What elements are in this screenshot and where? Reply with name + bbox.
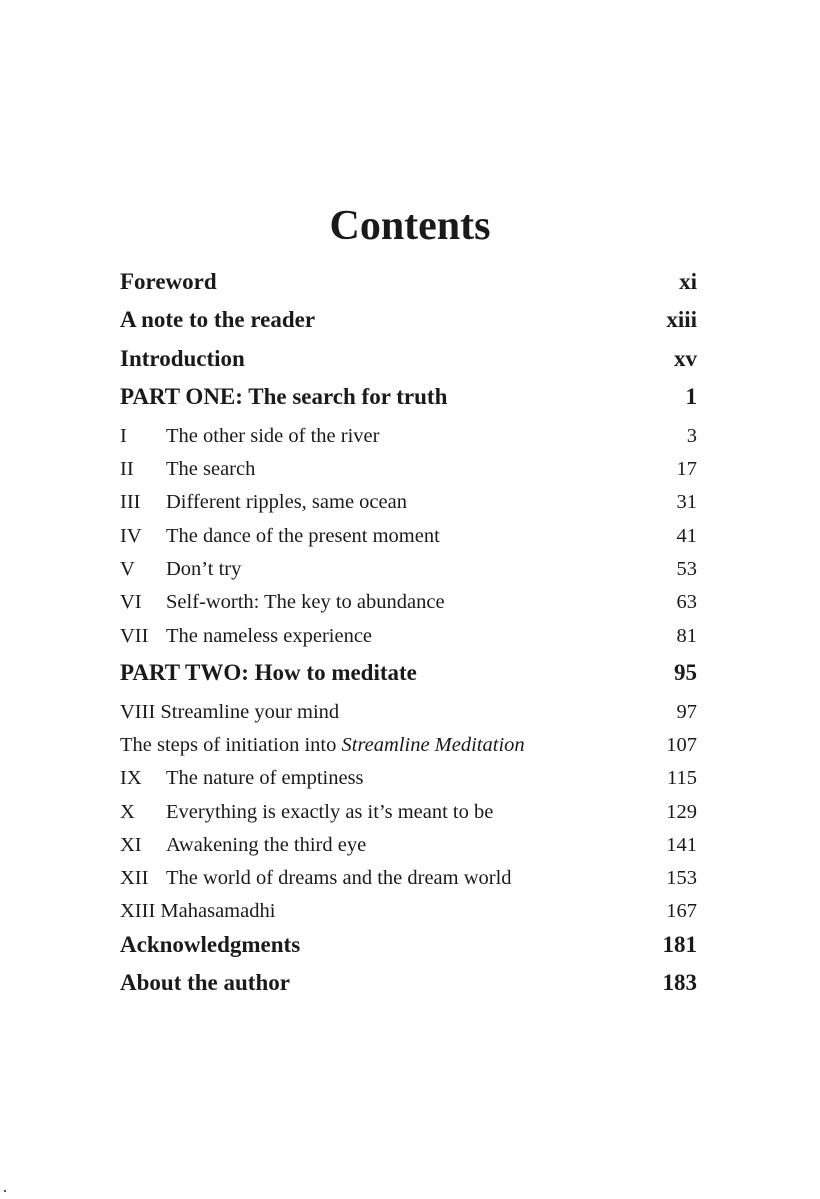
scan-speck (4, 1190, 6, 1192)
toc-chapter-entry[interactable] (120, 695, 697, 729)
toc-entry-label: Acknowledgments (120, 932, 301, 957)
toc-entry-page: 63 (676, 590, 697, 613)
toc-chapter-entry[interactable] (120, 519, 697, 553)
toc-entry-label: XIII Mahasamadhi (120, 899, 276, 922)
chapter-number: I (120, 424, 127, 447)
toc-entry-label: The world of dreams and the dream world (166, 866, 512, 889)
toc-entry-page: 31 (676, 490, 697, 513)
toc-entry-label: The dance of the present moment (166, 524, 440, 547)
toc-entry-label: The nature of emptiness (166, 766, 364, 789)
toc-entry-label: VIII Streamline your mind (120, 700, 340, 723)
toc-entry-page: 97 (676, 700, 697, 723)
toc-entry-label: Foreword (120, 269, 217, 294)
chapter-number: II (120, 457, 134, 480)
toc-entry-page: 41 (676, 524, 697, 547)
toc-entry-label: The other side of the river (166, 424, 380, 447)
toc-chapter-entry[interactable] (120, 552, 697, 586)
chapter-number: X (120, 800, 135, 823)
toc-chapter-entry[interactable] (120, 761, 697, 795)
toc-entry-page: xv (674, 346, 697, 371)
toc-entry-page: 1 (685, 384, 697, 409)
chapter-number: XI (120, 833, 142, 856)
toc-entry-page: 181 (662, 932, 697, 957)
toc-entry-acknowledgments[interactable] (120, 928, 697, 962)
toc-entry-label: Different ripples, same ocean (166, 490, 407, 513)
toc-entry-page: 3 (686, 424, 697, 447)
toc-entry-label: Don’t try (166, 557, 242, 580)
chapter-number: VII (120, 624, 149, 647)
chapter-number: IX (120, 766, 142, 789)
toc-entry-label: Everything is exactly as it’s meant to be (166, 800, 494, 823)
toc-entry-part-one[interactable] (120, 380, 697, 414)
toc-entry-label (120, 734, 666, 757)
toc-entry-label: The nameless experience (166, 624, 373, 647)
toc-entry-about-author[interactable] (120, 966, 697, 1000)
toc-entry-page: 107 (666, 733, 697, 756)
toc-entry-page: 183 (662, 970, 697, 995)
toc-chapter-entry[interactable] (120, 452, 697, 486)
chapter-number: III (120, 490, 141, 513)
toc-entry-label: A note to the reader (120, 307, 316, 332)
chapter-number: IV (120, 524, 142, 547)
toc-entry-label: The search (166, 457, 256, 480)
toc-chapter-entry[interactable] (120, 585, 697, 619)
toc-entry-page: 17 (676, 457, 697, 480)
toc-chapter-entry[interactable] (120, 619, 697, 653)
toc-entry-label: Self-worth: The key to abundance (166, 590, 445, 613)
toc-entry-page: xi (679, 269, 697, 294)
chapter-number: V (120, 557, 135, 580)
toc-entry-label: PART ONE: The search for truth (120, 384, 448, 409)
toc-entry-label-italic: Streamline Meditation (341, 733, 525, 756)
toc-entry-page: 167 (666, 899, 697, 922)
chapter-number: XII (120, 866, 149, 889)
toc-entry-foreword[interactable] (120, 265, 697, 299)
toc-entry-page: xiii (666, 307, 697, 332)
toc-chapter-entry[interactable] (120, 861, 697, 895)
toc-entry-page: 153 (666, 866, 697, 889)
toc-chapter-entry[interactable] (120, 419, 697, 453)
toc-entry-page: 81 (676, 624, 697, 647)
toc-chapter-entry[interactable] (120, 828, 697, 862)
toc-entry-label: PART TWO: How to meditate (120, 660, 417, 685)
page-title: Contents (329, 203, 491, 249)
chapter-number: VI (120, 590, 142, 613)
toc-entry-label: Awakening the third eye (166, 833, 367, 856)
toc-entry-label: About the author (120, 970, 290, 995)
toc-entry-label-roman: The steps of initiation into (120, 733, 342, 756)
toc-entry-note-to-reader[interactable] (120, 303, 697, 337)
toc-chapter-entry[interactable] (120, 795, 697, 829)
toc-entry-page: 95 (674, 660, 697, 685)
toc-entry-page: 53 (676, 557, 697, 580)
toc-entry-initiation-steps[interactable] (120, 728, 697, 762)
toc-entry-label: Introduction (120, 346, 245, 371)
toc-entry-page: 115 (667, 766, 697, 789)
toc-entry-part-two[interactable] (120, 656, 697, 690)
toc-entry-introduction[interactable] (120, 342, 697, 376)
toc-entry-page: 141 (666, 833, 697, 856)
toc-chapter-entry[interactable] (120, 894, 697, 928)
toc-entry-page: 129 (666, 800, 697, 823)
toc-chapter-entry[interactable] (120, 485, 697, 519)
